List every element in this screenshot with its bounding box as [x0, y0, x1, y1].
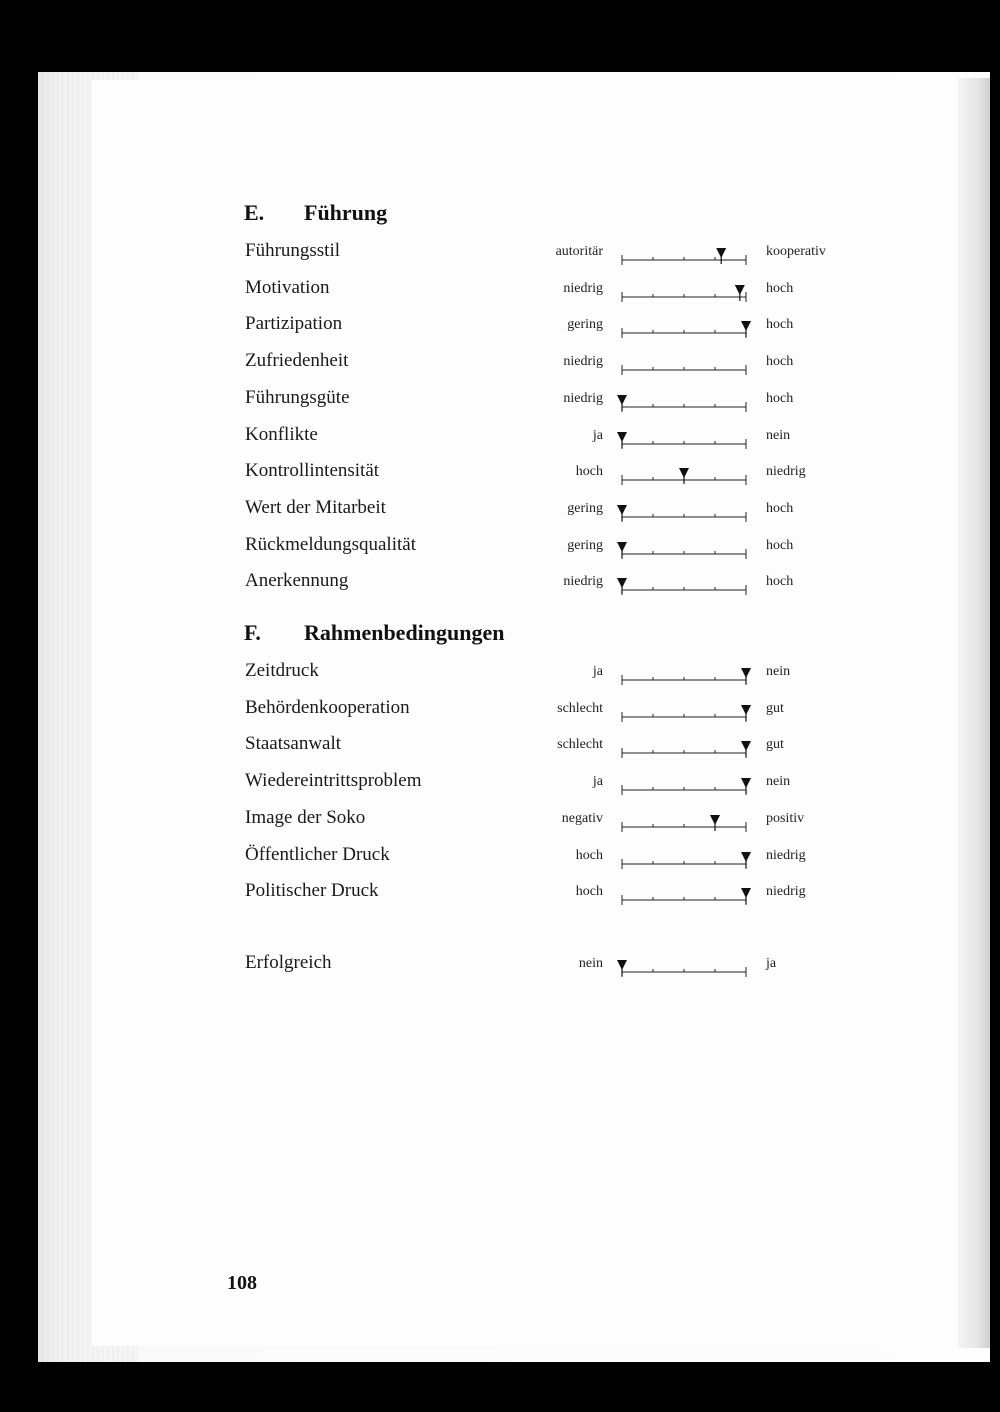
- scale-right-anchor: nein: [766, 664, 791, 679]
- rating-scale: [616, 354, 752, 378]
- rating-row: [0, 807, 1000, 837]
- rating-row: [0, 350, 1000, 380]
- rating-scale: [616, 428, 752, 452]
- scale-right-anchor: hoch: [766, 500, 794, 516]
- scale-right-anchor: hoch: [766, 354, 794, 370]
- rating-row: [0, 387, 1000, 417]
- scale-left-anchor: ja: [592, 664, 603, 679]
- scale-left-anchor: hoch: [575, 847, 603, 863]
- rating-label: Wert der Mitarbeit: [245, 496, 386, 518]
- rating-label: Partizipation: [245, 313, 343, 335]
- scale-left-anchor: negativ: [561, 810, 603, 826]
- scale-right-anchor: kooperativ: [766, 244, 826, 259]
- scale-left-anchor: gering: [567, 317, 603, 333]
- scale-right-anchor: ja: [766, 956, 777, 971]
- scale-right-anchor: hoch: [766, 574, 794, 590]
- page-number: 108: [227, 1272, 257, 1294]
- rating-label: Staatsanwalt: [245, 733, 342, 755]
- rating-row: [0, 424, 1000, 454]
- scale-left-anchor: autoritär: [555, 244, 603, 259]
- scale-left-anchor: schlecht: [557, 737, 603, 753]
- scale-right-anchor: niedrig: [766, 847, 806, 863]
- rating-row: [0, 880, 1000, 910]
- scale-left-anchor: ja: [592, 427, 603, 443]
- scale-right-anchor: hoch: [766, 317, 794, 333]
- rating-label: Rückmeldungsqualität: [245, 533, 416, 555]
- rating-label: Kontrollintensität: [245, 460, 380, 482]
- rating-label: Führungsgüte: [245, 386, 350, 408]
- rating-row: [0, 952, 1000, 982]
- scale-right-anchor: niedrig: [766, 464, 806, 480]
- scale-left-anchor: gering: [567, 500, 603, 516]
- rating-row: [0, 844, 1000, 874]
- rating-scale: [616, 956, 752, 980]
- rating-row: [0, 497, 1000, 527]
- scale-left-anchor: niedrig: [563, 390, 603, 406]
- rating-label: Anerkennung: [245, 570, 349, 592]
- scale-right-anchor: niedrig: [766, 884, 806, 900]
- rating-label: Behördenkooperation: [245, 696, 410, 718]
- scale-right-anchor: hoch: [766, 537, 794, 553]
- rating-label: Wiedereintrittsproblem: [245, 770, 422, 792]
- rating-scale: [616, 464, 752, 488]
- scale-left-anchor: niedrig: [563, 354, 603, 370]
- rating-scale: [616, 281, 752, 305]
- rating-row: [0, 570, 1000, 600]
- section-title: Führung: [304, 200, 388, 225]
- rating-label: Zufriedenheit: [245, 350, 349, 372]
- scale-right-anchor: positiv: [766, 810, 805, 826]
- rating-scale: [616, 538, 752, 562]
- section-letter: F.: [244, 620, 261, 645]
- rating-row: [0, 460, 1000, 490]
- scale-left-anchor: nein: [578, 956, 603, 971]
- rating-row: [0, 733, 1000, 763]
- rating-label: Zeitdruck: [245, 660, 319, 681]
- rating-label: Motivation: [245, 276, 330, 298]
- section-title: Rahmenbedingungen: [304, 620, 505, 645]
- rating-label: Politischer Druck: [245, 880, 379, 902]
- rating-label: Öffentlicher Druck: [245, 843, 390, 865]
- rating-scale: [616, 737, 752, 761]
- rating-scale: [616, 501, 752, 525]
- scale-right-anchor: gut: [766, 737, 784, 753]
- scale-right-anchor: nein: [766, 774, 791, 790]
- rating-label: Image der Soko: [245, 806, 366, 828]
- scale-left-anchor: gering: [567, 537, 603, 553]
- rating-row: [0, 660, 1000, 690]
- scale-right-anchor: hoch: [766, 390, 794, 406]
- scale-left-anchor: hoch: [575, 884, 603, 900]
- rating-row: [0, 240, 1000, 270]
- scale-left-anchor: ja: [592, 774, 603, 790]
- scale-left-anchor: hoch: [575, 464, 603, 480]
- rating-scale: [616, 811, 752, 835]
- rating-row: [0, 313, 1000, 343]
- rating-scale: [616, 774, 752, 798]
- rating-scale: [616, 701, 752, 725]
- scale-left-anchor: schlecht: [557, 700, 603, 716]
- section-letter: E.: [244, 200, 265, 225]
- rating-label: Erfolgreich: [245, 952, 332, 973]
- rating-scale: [616, 244, 752, 268]
- section-heading: [244, 200, 387, 226]
- scale-right-anchor: nein: [766, 427, 791, 443]
- scale-left-anchor: niedrig: [563, 280, 603, 296]
- scale-left-anchor: niedrig: [563, 574, 603, 590]
- rating-row: [0, 770, 1000, 800]
- scale-right-anchor: hoch: [766, 280, 794, 296]
- scale-right-anchor: gut: [766, 700, 784, 716]
- rating-scale: [616, 884, 752, 908]
- rating-scale: [616, 391, 752, 415]
- rating-label: Konflikte: [245, 423, 318, 445]
- rating-scale: [616, 664, 752, 688]
- rating-scale: [616, 574, 752, 598]
- rating-row: [0, 697, 1000, 727]
- rating-scale: [616, 848, 752, 872]
- rating-row: [0, 277, 1000, 307]
- rating-scale: [616, 317, 752, 341]
- section-heading: [244, 620, 505, 646]
- rating-label: Führungsstil: [245, 240, 341, 261]
- rating-row: [0, 534, 1000, 564]
